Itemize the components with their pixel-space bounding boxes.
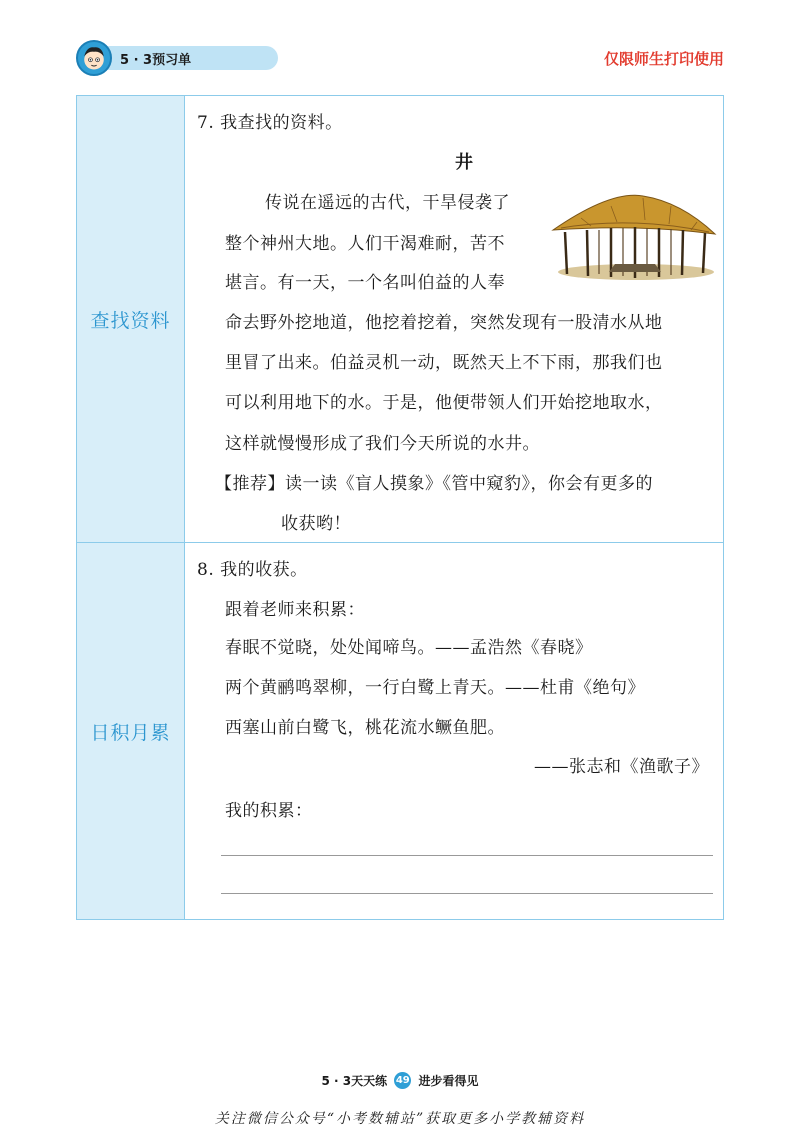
item-7-heading: 7. 我查找的资料。	[197, 113, 343, 133]
answer-line-2[interactable]	[221, 893, 713, 894]
poem-line-3: 西塞山前白鹭飞，桃花流水鳜鱼肥。	[225, 718, 505, 738]
story-line-2: 整个神州大地。人们干渴难耐，苦不	[225, 234, 505, 254]
poem-3-author: ——张志和《渔歌子》	[534, 757, 709, 777]
accumulation-content	[185, 543, 723, 919]
side-label-research: 查找资料	[77, 96, 185, 542]
research-content	[185, 96, 723, 542]
answer-line-1[interactable]	[221, 855, 713, 856]
print-notice: 仅限师生打印使用	[603, 50, 724, 68]
footer-left: 5 · 3天天练	[321, 1074, 388, 1088]
item-8-heading: 8. 我的收获。	[197, 560, 308, 580]
side-label-accumulation: 日积月累	[77, 543, 185, 919]
poem-line-1: 春眠不觉晓，处处闻啼鸟。——孟浩然《春晓》	[225, 638, 593, 658]
recommend-line-1: 【推荐】读一读《盲人摸象》《管中窥豹》，你会有更多的	[215, 474, 653, 494]
bottom-note: 关注微信公众号“小考数辅站”获取更多小学教辅资料	[214, 1111, 586, 1127]
badge-label: 5 · 3预习单	[102, 46, 278, 70]
poem-line-2: 两个黄鹂鸣翠柳，一行白鹭上青天。——杜甫《绝句》	[225, 678, 645, 698]
story-line-4: 命去野外挖地道，他挖着挖着，突然发现有一股清水从地	[225, 313, 663, 333]
story-line-5: 里冒了出来。伯益灵机一动，既然天上不下雨，那我们也	[225, 353, 663, 373]
worksheet-table	[76, 95, 724, 920]
footer	[0, 1072, 800, 1089]
my-accumulation-label: 我的积累：	[225, 801, 313, 821]
story-line-6: 可以利用地下的水。于是，他便带领人们开始挖地取水，	[225, 393, 663, 413]
accumulate-intro: 跟着老师来积累：	[225, 600, 365, 620]
mascot-icon	[76, 40, 112, 76]
story-line-1: 传说在遥远的古代，干旱侵袭了	[265, 193, 510, 213]
story-title: 井	[455, 152, 473, 173]
story-line-3: 堪言。有一天，一个名叫伯益的人奉	[225, 273, 505, 293]
story-line-7: 这样就慢慢形成了我们今天所说的水井。	[225, 434, 540, 454]
page-number: 49	[394, 1072, 411, 1089]
footer-right: 进步看得见	[418, 1074, 479, 1088]
header-badge	[76, 40, 276, 76]
section-accumulation	[77, 543, 723, 919]
well-hut-illustration	[551, 194, 717, 282]
recommend-line-2: 收获哟！	[281, 514, 351, 534]
section-research	[77, 96, 723, 543]
